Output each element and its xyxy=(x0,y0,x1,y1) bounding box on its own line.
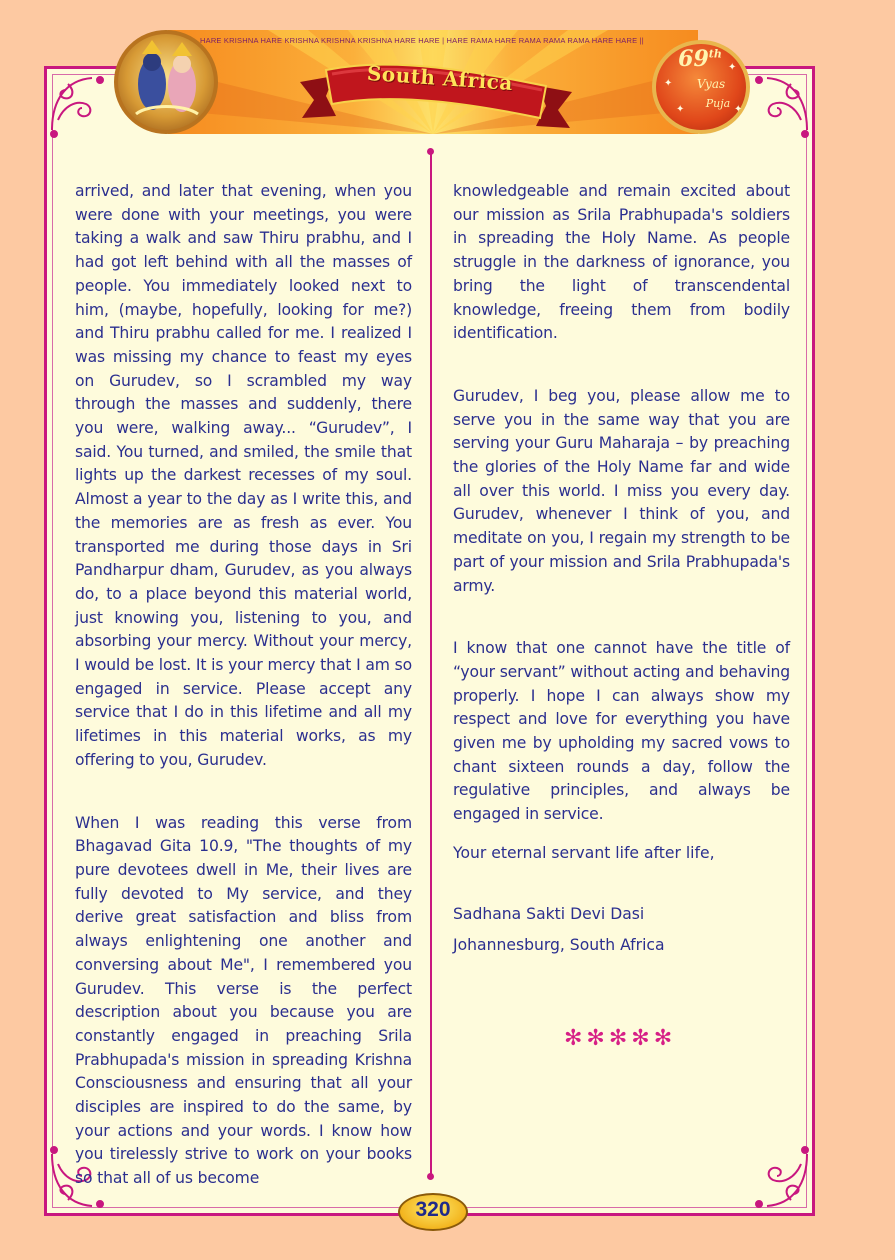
page-title: South Africa xyxy=(366,60,514,96)
right-column xyxy=(453,180,790,827)
badge-vyas-label: Vyas xyxy=(696,77,726,91)
paragraph: When I was reading this verse from Bhagavad Gita 10.9, "The thoughts of my pure devotees dwell in Me, their lives are fully devoted to My service, and they derive great satisfaction and bliss from always enlightening one another and conversing about Me", I remembered you Gurudev. This verse is the perfect description about you because you are constantly engaged in preaching Srila Prabhupada's mission in spreading Krishna Consciousness and ensuring that all your disciples are inspired to do the same, by your actions and your words. I know how you tirelessly strive to work on your books so that all of us become xyxy=(75,813,412,1188)
paragraph: I know that one cannot have the title of “your servant” without acting and behaving properly. I hope I can always show my respect and love for everything you have given me by upholding my sacred vows to chant sixteen rounds a day, follow the regulative principles, and always be engaged in service. xyxy=(453,639,790,824)
author-name: Sadhana Sakti Devi Dasi xyxy=(453,905,645,923)
corner-flourish-icon xyxy=(741,70,813,142)
closing-line: Your eternal servant life after life, xyxy=(453,844,715,862)
sparkle-icon: ✦ xyxy=(664,78,673,89)
author-location: Johannesburg, South Africa xyxy=(453,936,665,954)
page-number: 320 xyxy=(415,1198,451,1221)
deity-medallion-icon xyxy=(114,30,218,134)
sparkle-icon: ✦ xyxy=(734,104,743,115)
left-column xyxy=(75,180,412,1191)
sparkle-icon: ✦ xyxy=(728,62,737,73)
divider-dot-icon xyxy=(427,1173,434,1180)
column-divider xyxy=(430,152,432,1178)
corner-flourish-icon xyxy=(46,70,118,142)
badge-puja-label: Puja xyxy=(705,97,731,110)
mantra-text: HARE KRISHNA HARE KRISHNA KRISHNA KRISHNA HARE HARE | HARE RAMA HARE RAMA RAMA RAMA HARE HARE || xyxy=(200,36,644,45)
sparkle-icon: ✦ xyxy=(676,104,685,115)
badge-number: 69th xyxy=(678,46,722,72)
paragraph: arrived, and later that evening, when you were done with your meetings, you were taking a walk and saw Thiru prabhu, and I had got left behind with all the masses of people. You immediately looked next to him, (maybe, hopefully, looking for me?) and Thiru prabhu called for me. I realized I was missing my chance to feast my eyes on Gurudev, so I scrambled my way through the masses and suddenly, there you were, walking away... “Gurudev”, I said. You turned, and smiled, the smile that lights up the darkest recesses of my soul. Almost a year to the day as I write this, and the memories are as fresh as ever. You transported me during those days in Sri Pandharpur dham, Gurudev, as you always do, to a place beyond this material world, just knowing you, listening to you, and absorbing your mercy. Without your mercy, I would be lost. It is your mercy that I am so engaged in service. Please accept any service that I do in this lifetime and all my lifetimes in this material works, as my offering to you, Gurudev. xyxy=(75,182,412,769)
divider-dot-icon xyxy=(427,148,434,155)
paragraph: knowledgeable and remain excited about our mission as Srila Prabhupada's soldiers in spreading the Holy Name. As people struggle in the darkness of ignorance, you bring the light of transcendental knowledge, freeing them from bodily identification. xyxy=(453,182,790,343)
corner-flourish-icon xyxy=(741,1142,813,1214)
star-ornament-icon: ✻✻✻✻✻ xyxy=(564,1026,677,1051)
paragraph: Gurudev, I beg you, please allow me to serve you in the same way that you are serving your Guru Maharaja – by preaching the glories of the Holy Name far and wide all over this world. I miss you every day. Gurudev, whenever I think of you, and meditate on you, I regain my strength to be part of your mission and Srila Prabhupada's army. xyxy=(453,386,790,595)
